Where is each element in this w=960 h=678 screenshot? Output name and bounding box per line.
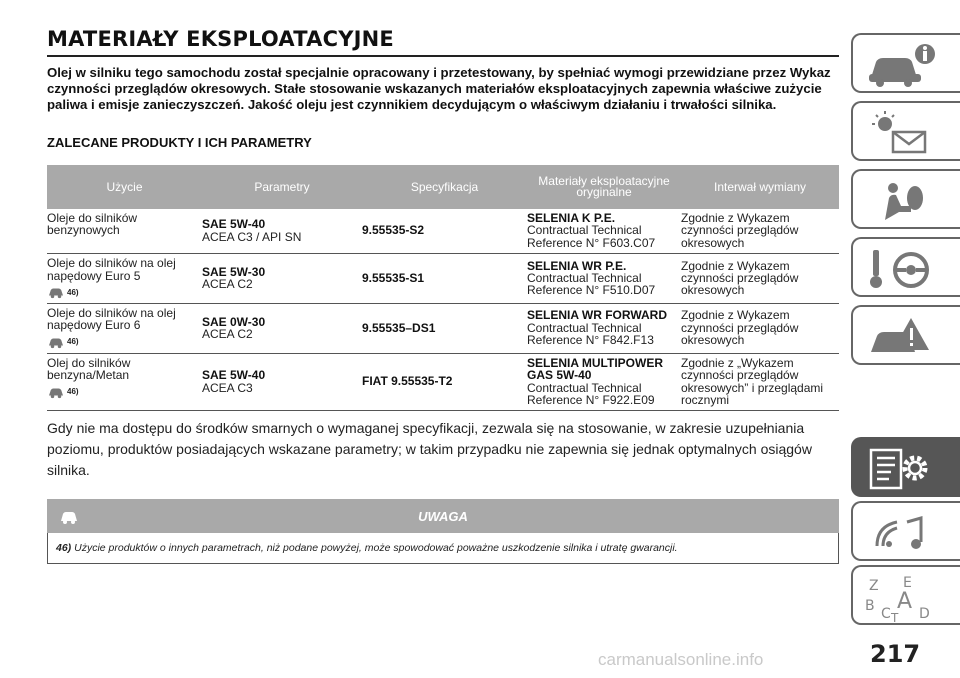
warning-text: Użycie produktów o innych parametrach, niż podane powyżej, może spowodować poważne uszkodzenie silnika i utratę gwarancji.: [74, 542, 678, 555]
tab-airbag-seat[interactable]: [851, 169, 960, 229]
table-row: [47, 304, 839, 354]
viscosity-grade: SAE 5W-30: [202, 264, 266, 279]
section-heading: ZALECANE PRODUKTY I ICH PARAMETRY: [47, 135, 312, 150]
cell-specification: [362, 304, 527, 354]
airbag-seat-icon: [863, 176, 943, 226]
table-header-row: [47, 165, 839, 209]
warning-ref: 46): [67, 387, 79, 397]
tab-steering-key[interactable]: [851, 237, 960, 297]
page-number: 217: [870, 640, 921, 668]
cell-interval: [681, 353, 839, 411]
cell-use: [47, 353, 202, 411]
cell-product: [527, 209, 681, 254]
interval-text: Zgodnie z Wykazem czynności przeglądów okresowych: [681, 258, 799, 298]
tab-multimedia[interactable]: [851, 501, 960, 561]
viscosity-grade: SAE 5W-40: [202, 368, 266, 383]
cell-use: [47, 209, 202, 254]
specifications-gear-icon: [863, 444, 943, 494]
warning-ref: 46): [56, 542, 72, 555]
warning-ref: 46): [67, 337, 79, 347]
cell-specification: [362, 209, 527, 254]
parameter-text: ACEA C2: [202, 326, 253, 341]
column-header: Interwał wymiany: [681, 165, 839, 209]
cell-parameters: [202, 209, 362, 254]
warning-header: [47, 499, 839, 533]
product-reference: Contractual Technical Reference N° F603.C07: [527, 223, 656, 250]
cell-specification: [362, 353, 527, 411]
cell-interval: [681, 209, 839, 254]
viscosity-grade: SAE 5W-40: [202, 217, 266, 232]
product-name: SELENIA WR FORWARD: [527, 308, 667, 323]
interval-text: Zgodnie z Wykazem czynności przeglądów okresowych: [681, 308, 799, 348]
cell-interval: [681, 304, 839, 354]
car-warning-icon: [47, 285, 65, 299]
table-row: [47, 254, 839, 304]
cell-interval: [681, 254, 839, 304]
accident-icon: [863, 312, 943, 362]
parameter-text: ACEA C3: [202, 380, 253, 395]
product-reference: Contractual Technical Reference N° F842.F13: [527, 320, 654, 348]
use-text: Oleje do silników benzynowych: [47, 211, 138, 238]
tab-accident[interactable]: [851, 305, 960, 365]
car-info-icon: [863, 40, 943, 90]
product-name: SELENIA WR P.E.: [527, 258, 627, 273]
specification-code: 9.55535-S2: [362, 223, 425, 238]
use-text: Oleje do silników na olej napędowy Euro 6: [47, 306, 176, 333]
parameter-text: ACEA C3 / API SN: [202, 229, 302, 244]
interval-text: Zgodnie z Wykazem czynności przeglądów okresowych: [681, 211, 799, 250]
cell-product: [527, 254, 681, 304]
column-header: Parametry: [202, 165, 362, 209]
tab-lights-messages[interactable]: [851, 101, 960, 161]
svg-text:D: D: [919, 606, 930, 622]
use-text: Olej do silników benzyna/Metan: [47, 355, 131, 383]
lights-messages-icon: [863, 108, 943, 158]
parameter-text: ACEA C2: [202, 277, 253, 292]
table-row: [47, 353, 839, 411]
product-reference: Contractual Technical Reference N° F922.E09: [527, 380, 655, 408]
cell-parameters: [202, 353, 362, 411]
cell-specification: [362, 254, 527, 304]
column-header: Materiały eksploatacyjne oryginalne: [527, 165, 681, 209]
product-name: SELENIA K P.E.: [527, 211, 616, 225]
multimedia-icon: [863, 508, 943, 558]
svg-text:A: A: [897, 589, 913, 614]
page-content: [47, 26, 839, 564]
cell-parameters: [202, 304, 362, 354]
tab-car-info[interactable]: [851, 33, 960, 93]
interval-text: Zgodnie z „Wykazem czynności przeglądów okresowych” i przeglądami rocznymi: [681, 355, 824, 408]
specification-code: 9.55535–DS1: [362, 320, 436, 335]
cell-use: [47, 254, 202, 304]
svg-text:C: C: [881, 606, 891, 622]
warning-ref: 46): [67, 287, 79, 297]
cell-product: [527, 304, 681, 354]
table-row: [47, 209, 839, 254]
cell-product: [527, 353, 681, 411]
warning-title: UWAGA: [418, 509, 468, 525]
index-letters-icon: [863, 572, 943, 622]
viscosity-grade: SAE 0W-30: [202, 314, 266, 329]
products-table: [47, 165, 839, 411]
svg-text:Z: Z: [869, 578, 879, 594]
car-warning-icon: [47, 335, 65, 349]
svg-text:E: E: [903, 575, 912, 591]
cell-use: [47, 304, 202, 354]
tab-index[interactable]: [851, 565, 960, 625]
car-warning-icon: [47, 385, 65, 399]
tab-specifications[interactable]: [851, 437, 960, 497]
product-reference: Contractual Technical Reference N° F510.D07: [527, 270, 656, 298]
specification-code: 9.55535-S1: [362, 270, 425, 285]
svg-text:T: T: [891, 611, 899, 622]
column-header: Specyfikacja: [362, 165, 527, 209]
use-text: Oleje do silników na olej napędowy Euro 5: [47, 256, 176, 283]
cell-parameters: [202, 254, 362, 304]
page-title: MATERIAŁY EKSPLOATACYJNE: [47, 26, 839, 57]
watermark: carmanualsonline.info: [598, 650, 764, 669]
svg-text:B: B: [865, 598, 875, 614]
warning-body: [47, 533, 839, 564]
specification-code: FIAT 9.55535-T2: [362, 374, 453, 389]
column-header: Użycie: [47, 165, 202, 209]
steering-key-icon: [863, 244, 943, 294]
intro-paragraph: Olej w silniku tego samochodu został specjalnie opracowany i przetestowany, by spełniać wymogi przewidziane przez Wykaz czynności przeglądów okresowych. Stałe stosowanie wskazanych materiałów eksploatacyjnych zapewnia właściwe zużycie paliwa i emisje zanieczyszczeń. Jakość oleju jest czynnikiem decydującym o właściwym działaniu i trwałości silnika.: [47, 65, 831, 112]
footer-paragraph: Gdy nie ma dostępu do środków smarnych o wymaganej specyfikacji, zezwala się na stosowanie, w zakresie uzupełniania poziomu, produktów posiadających wskazane parametry; w takim przypadku nie zapewnia się jednak optymalnych osiągów silnika.: [47, 420, 812, 479]
product-name: SELENIA MULTIPOWER GAS 5W-40: [527, 355, 663, 383]
